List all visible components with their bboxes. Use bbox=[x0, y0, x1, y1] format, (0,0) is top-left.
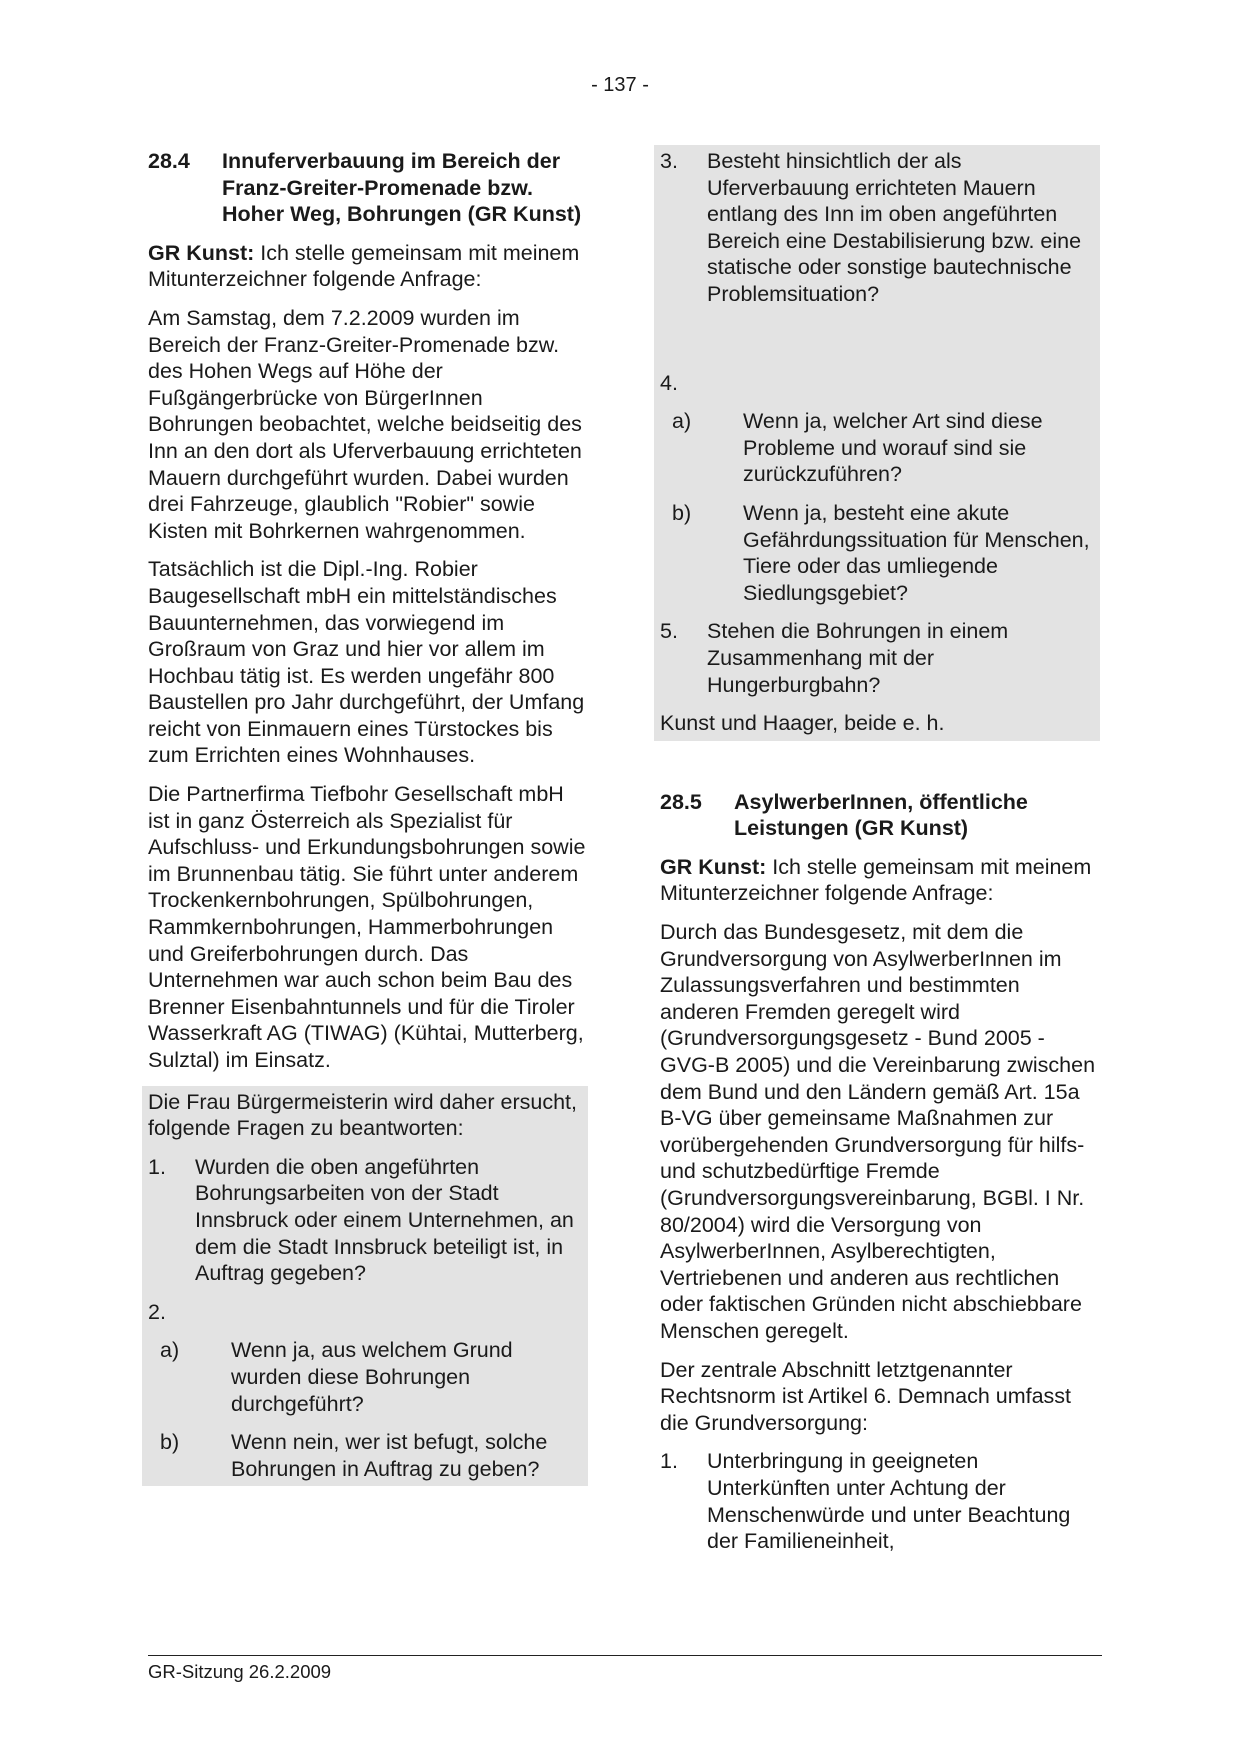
question-item bbox=[660, 618, 1100, 698]
questions-box-continued bbox=[654, 145, 1100, 741]
sub-item-text: Wenn ja, besteht eine akute Gefährdungssituation für Menschen, Tiere oder das umliegende Siedlungsgebiet? bbox=[743, 500, 1090, 605]
sub-item-label: a) bbox=[672, 409, 692, 434]
item-number: 1. bbox=[148, 1154, 166, 1179]
intro-text: Ich stelle gemeinsam mit meinem Mitunterzeichner folgende Anfrage: bbox=[148, 240, 580, 292]
section-title: Innuferverbauung im Bereich der Franz-Greiter-Promenade bzw. Hoher Weg, Bohrungen (GR Kunst) bbox=[222, 149, 582, 227]
sub-item-label: b) bbox=[672, 500, 692, 525]
item-text: Besteht hinsichtlich der als Uferverbauung errichteten Mauern entlang des Inn im oben angeführten Bereich eine Destabilisierung bzw. eine statische oder sonstige bautechnische Problemsituation? bbox=[707, 149, 1082, 306]
intro-text: Ich stelle gemeinsam mit meinem Mitunterzeichner folgende Anfrage: bbox=[660, 854, 1092, 906]
sub-item-label: a) bbox=[160, 1338, 180, 1363]
section-title: AsylwerberInnen, öffentliche Leistungen (GR Kunst) bbox=[734, 789, 1028, 841]
question-item bbox=[660, 148, 1100, 308]
list-item bbox=[660, 1448, 1100, 1554]
question-item bbox=[148, 1154, 588, 1287]
sub-item-label: b) bbox=[160, 1430, 180, 1455]
sub-question-item bbox=[660, 500, 1100, 606]
item-number: 5. bbox=[660, 619, 678, 644]
section-number: 28.4 bbox=[148, 149, 190, 173]
sub-item-text: Wenn ja, aus welchem Grund wurden diese Bohrungen durchgeführt? bbox=[231, 1338, 513, 1416]
questions-box bbox=[142, 1086, 588, 1487]
item-number: 1. bbox=[660, 1449, 678, 1474]
speaker-label: GR Kunst: bbox=[148, 240, 255, 265]
left-column bbox=[148, 148, 588, 1486]
request-paragraph: Die Frau Bürgermeisterin wird daher ersucht, folgende Fragen zu beantworten: bbox=[148, 1089, 577, 1141]
paragraph: Der zentrale Abschnitt letztgenannter Rechtsnorm ist Artikel 6. Demnach umfasst die Grundversorgung: bbox=[660, 1357, 1072, 1435]
sub-question-item bbox=[148, 1337, 588, 1417]
footer-text: GR-Sitzung 26.2.2009 bbox=[148, 1661, 332, 1682]
paragraph: Tatsächlich ist die Dipl.-Ing. Robier Baugesellschaft mbH ein mittelständisches Bauunternehmen, das vorwiegend im Großraum von Graz und hier vor allem im Hochbau tätig ist. Es werden ungefähr 800 Baustellen pro Jahr durchgeführt, der Umfang reicht von Einmauern eines Türstockes bis zum Errichten eines Wohnhauses. bbox=[148, 557, 585, 768]
speaker-label: GR Kunst: bbox=[660, 854, 767, 879]
sub-question-item bbox=[148, 1429, 588, 1484]
sub-question-item bbox=[660, 408, 1100, 488]
footer-divider bbox=[148, 1655, 1102, 1656]
question-item bbox=[660, 370, 1100, 397]
paragraph: Die Partnerfirma Tiefbohr Gesellschaft mbH ist in ganz Österreich als Spezialist für Aufschluss- und Erkundungsbohrungen sowie im Brunnenbau tätig. Sie führt unter anderem Trockenkernbohrungen, Spülbohrungen, Rammkernbohrungen, Hammerbohrungen und Greiferbohrungen durch. Das Unternehmen war auch schon beim Bau des Brenner Eisenbahntunnels und für die Tiroler Wasserkraft AG (TIWAG) (Kühtai, Mutterberg, Sulztal) im Einsatz. bbox=[148, 782, 586, 1072]
paragraph: Durch das Bundesgesetz, mit dem die Grundversorgung von AsylwerberInnen im Zulassungsverfahren und bestimmten anderen Fremden geregelt wird (Grundversorgungsgesetz - Bund 2005 - GVG-B 2005) und die Vereinbarung zwischen dem Bund und den Ländern gemäß Art. 15a B-VG über gemeinsame Maßnahmen zur vorübergehenden Grundversorgung für hilfs- und schutzbedürftige Fremde (Grundversorgungsvereinbarung, BGBl. I Nr. 80/2004) wird die Versorgung von AsylwerberInnen, Asylberechtigten, Vertriebenen und anderen aus rechtlichen oder faktischen Gründen nicht abschiebbare Menschen geregelt. bbox=[660, 920, 1096, 1343]
signature-line: Kunst und Haager, beide e. h. bbox=[660, 711, 945, 736]
spacer bbox=[660, 320, 1100, 370]
section-number: 28.5 bbox=[660, 789, 702, 814]
item-number: 4. bbox=[660, 370, 678, 395]
sub-item-text: Wenn ja, welcher Art sind diese Probleme und worauf sind sie zurückzuführen? bbox=[743, 409, 1043, 487]
item-number: 2. bbox=[148, 1299, 166, 1324]
intro-paragraph bbox=[660, 854, 1100, 907]
right-column bbox=[660, 148, 1100, 1555]
page-number: - 137 - bbox=[591, 74, 649, 96]
item-text: Wurden die oben angeführten Bohrungsarbeiten von der Stadt Innsbruck oder einem Unternehmen, an dem die Stadt Innsbruck beteiligt ist, in Auftrag gegeben? bbox=[195, 1154, 574, 1286]
section-heading-28-4 bbox=[148, 148, 588, 228]
item-text: Unterbringung in geeigneten Unterkünften unter Achtung der Menschenwürde und unter Beachtung der Familieneinheit, bbox=[707, 1449, 1071, 1554]
paragraph: Am Samstag, dem 7.2.2009 wurden im Bereich der Franz-Greiter-Promenade bzw. des Hohen Wegs auf Höhe der Fußgängerbrücke von BürgerInnen Bohrungen beobachtet, welche beidseitig des Inn an den dort als Uferverbauung errichteten Mauern durchgeführt wurden. Dabei wurden drei Fahrzeuge, glaublich "Robier" sowie Kisten mit Bohrkernen wahrgenommen. bbox=[148, 305, 582, 543]
sub-item-text: Wenn nein, wer ist befugt, solche Bohrungen in Auftrag zu geben? bbox=[231, 1430, 548, 1481]
intro-paragraph bbox=[148, 240, 588, 293]
question-item bbox=[148, 1299, 588, 1326]
section-heading-28-5 bbox=[660, 789, 1100, 842]
item-number: 3. bbox=[660, 149, 678, 173]
item-text: Stehen die Bohrungen in einem Zusammenhang mit der Hungerburgbahn? bbox=[707, 619, 1009, 697]
